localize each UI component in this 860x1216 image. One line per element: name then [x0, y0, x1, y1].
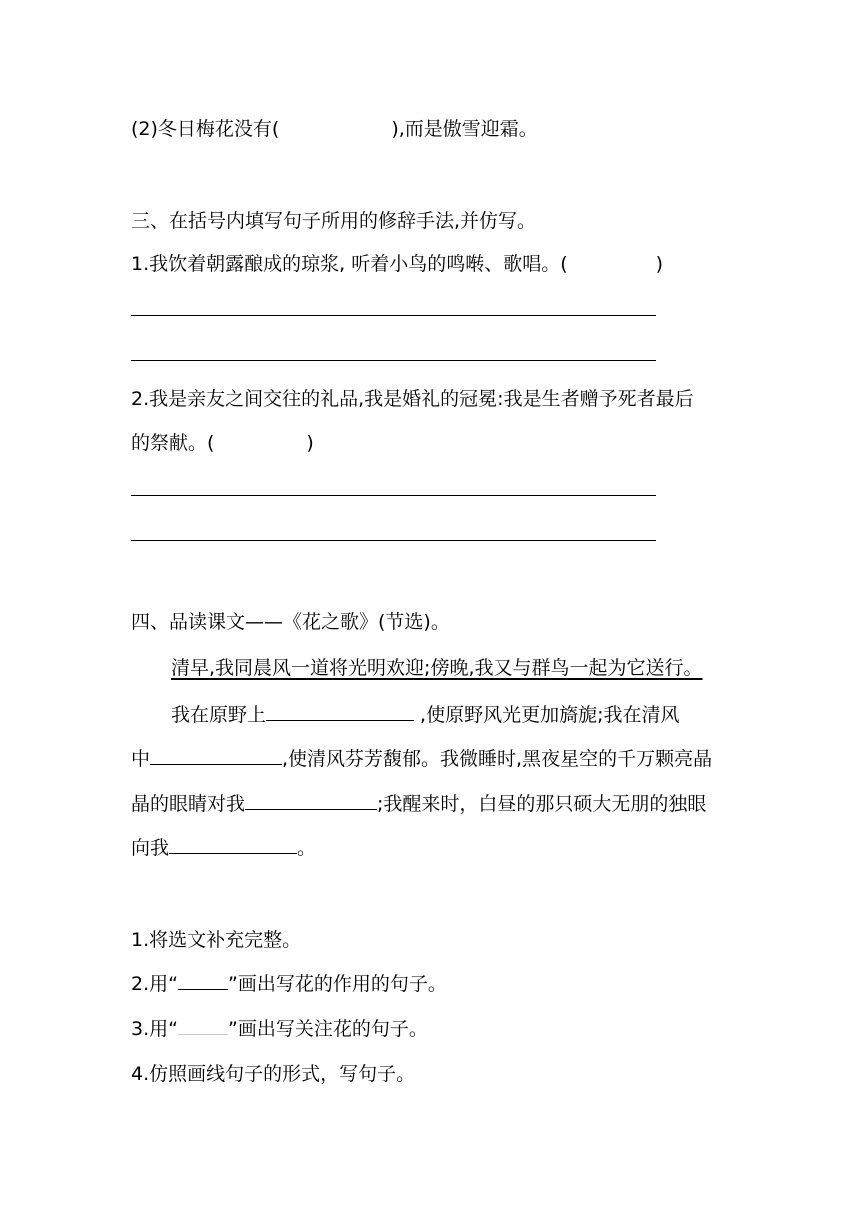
- solid-underline-sample: [178, 971, 228, 990]
- passage-line-1: [171, 702, 680, 728]
- question-2-2: [131, 116, 538, 142]
- question-3-1: [131, 251, 663, 277]
- question-3-2-line1: 2.我是亲友之间交往的礼品,我是婚礼的冠冕:我是生者赠予死者最后: [131, 388, 694, 410]
- question-text: (2)冬日梅花没有(: [131, 118, 280, 140]
- passage-text: 我在原野上: [171, 704, 267, 726]
- task-text: 3.用“: [131, 1018, 178, 1040]
- passage-line-2: [131, 746, 712, 772]
- passage-text: 向我: [131, 837, 170, 859]
- task-text: ”画出写花的作用的句子。: [227, 973, 447, 995]
- fill-blank-4[interactable]: [169, 835, 297, 854]
- passage-line-4: [131, 835, 316, 861]
- writing-line[interactable]: [131, 315, 656, 316]
- question-3-2-line2: [131, 430, 314, 456]
- fill-blank-2[interactable]: [150, 746, 282, 765]
- passage-text: 。: [297, 837, 317, 859]
- question-text-end: ),而是傲雪迎霜。: [391, 118, 538, 140]
- section-4-heading: 四、品读课文——《花之歌》(节选)。: [131, 611, 450, 633]
- question-text-end: ): [306, 432, 314, 454]
- passage-text: 中: [131, 748, 151, 770]
- faint-underline-sample: [178, 1016, 228, 1035]
- fill-blank-1[interactable]: [266, 702, 414, 721]
- question-text: 1.我饮着朝露酿成的琼浆, 听着小鸟的鸣啭、歌唱。(: [131, 253, 568, 275]
- task-text: 2.用“: [131, 973, 178, 995]
- passage-text: ,使清风芬芳馥郁。我微睡时,黑夜星空的千万颗亮晶: [282, 748, 713, 770]
- task-2: [131, 971, 447, 997]
- passage-underlined-sentence: 清早,我同晨风一道将光明欢迎;傍晚,我又与群鸟一起为它送行。: [171, 657, 703, 679]
- task-4: 4.仿照画线句子的形式，写句子。: [131, 1063, 416, 1085]
- fill-blank-3[interactable]: [245, 791, 377, 810]
- writing-line[interactable]: [131, 495, 656, 496]
- task-1: 1.将选文补充完整。: [131, 929, 302, 951]
- writing-line[interactable]: [131, 360, 656, 361]
- passage-text: ,使原野风光更加旖旎;我在清风: [414, 704, 680, 726]
- section-3-heading: 三、在括号内填写句子所用的修辞手法,并仿写。: [131, 210, 537, 232]
- writing-line[interactable]: [131, 540, 656, 541]
- task-3: [131, 1016, 428, 1042]
- passage-text: 晶的眼睛对我: [131, 793, 246, 815]
- passage-text: ;我醒来时，白昼的那只硕大无朋的独眼: [377, 793, 707, 815]
- passage-line-3: [131, 791, 706, 817]
- question-text-end: ): [655, 253, 664, 275]
- task-text: ”画出写关注花的句子。: [227, 1018, 428, 1040]
- question-text: 的祭献。(: [131, 432, 215, 454]
